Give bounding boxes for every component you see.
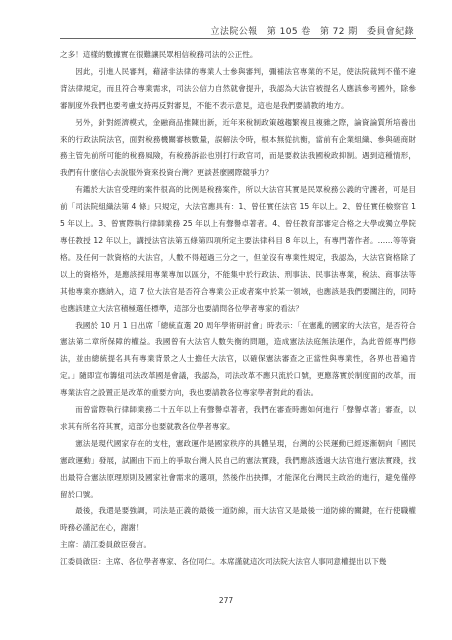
speaker-text: 主席、各位學者專家、各位同仁。本席謹就這次司法院大法官人事同意權提出以下幾: [105, 557, 387, 567]
speaker-line: 江委員啟臣：主席、各位學者專家、各位同仁。本席謹就這次司法院大法官人事同意權提出以下幾: [60, 557, 387, 567]
header-rule: [60, 38, 416, 39]
page-number: 277: [218, 596, 234, 605]
document-body: [60, 47, 416, 571]
paragraph: 因此，引進人民審判，藉諸非法律的專業人士參與審判，彌補法官專業的不足，使法院裁判不僅不違背法律規定，而且符合專業需求，司法公信力自然就會提升，我認為大法官被提名人應該參考國外，除參審制度外我們也要考慮支持再反對審見，不能不表示意見，這也是我們要請教的地方。: [60, 66, 416, 110]
paragraph: 最後，我還是要強調，司法是正義的最後一道防線，而大法官又是最後一道防線的關鍵，在行使職權時務必謹記在心，謝謝！: [60, 506, 416, 533]
paragraph: 我國於 10 月 1 日出席「總統直選 20 周年學術研討會」時表示：「在憲亂的國家的大法官，是否符合憲法第二章所保障的權益。我國曾有大法官人數失衡的問題，造成憲法法庭無法運作，為此曾經專門修法，並由總統提名具有專業背景之人士擔任大法官，以確保憲法審查之正當性與專業性，各界也普遍肯定。」隨即宣布籌組司法改革國是會議，我認為，司法改革不應只流於口號，更應落實於制度面的改革，而專業法官之設置正是改革的重要方向，我也要請教各位專家學者對此的看法。: [60, 320, 416, 398]
paragraph: 而曾當際執行律師業務二十五年以上有聲譽卓著者，我們在審查時應如何進行「聲譽卓著」審查，以求其有所名符其實，這部分也要就教各位學者專家。: [60, 405, 416, 431]
paragraph: 另外，針對經濟模式，金融商品推陳出新，近年來稅制政策越趨繁複且複雜之際，論資論質所培養出來的行政法院法官，面對稅務機關審核數量，誤解法令時，根本無從抗衡，當前有企業組織、參與磋商財務主管先前所可能的稅務風險，有稅務訴訟也別打行政官司，而是要救法我國稅政抑制。遇到這種情形，我們有什麼信心去說服外資來投資台灣？更談甚麼國際競爭力？: [60, 117, 416, 178]
page-footer: [0, 596, 452, 605]
speaker-text: 請江委員啟臣發言。: [82, 540, 152, 550]
header-title: 立法院公報 第 105 卷 第 72 期 委員會紀錄: [210, 27, 414, 37]
paragraph: 憲法是現代國家存在的支柱，憲政運作是國家秩序的具體呈現，台灣的公民運動已經逐漸朝向「國民憲政運動」發展，試圖由下而上的爭取台灣人民自己的憲法實踐，我們應該透過大法官進行憲法實踐，找出最符合憲法原理原則及國家社會需求的選項，然後作出抉擇，才能深化台灣民主政治的進行，避免僅停留於口號。: [60, 438, 416, 499]
paragraph: 有鑑於大法官受理的案件很高的比例是稅務案件，所以大法官其實是民眾稅務公義的守護者，可是目前「司法院組織法第 4 條」只規定，大法官應具有：1、曾任實任法官 15 年以上。2、曾任實任檢察官 15 年以上。3、曾實際執行律師業務 25 年以上有聲譽卓著者。4、曾任教育部審定合格之大學或獨立學院專任教授 12 年以上，講授法官法第五條第四項所定主要法律科目 8 年以上，有專門著作者。……等等資格。及任何一款資格的大法官，人數不得超過三分之一，但並沒有專業性規定，我認為，大法官資格除了以上的資格外，是應該採用專業專加以區分，不能集中於行政法、刑事法、民事法專業，稅法、商事法等其他專業亦應納入，這 7 位大法官是否符合專業公正或者案中於某一領域，也應該是我們要關注的，同時也應該建立大法官積極選任標準，這部分也要請問各位學者專家的看法？: [60, 185, 416, 313]
speaker-line: 主席：請江委員啟臣發言。: [60, 540, 152, 550]
paragraph-continuation: 之多！這樣的數據實在很難讓民眾相信稅務司法的公正性。: [60, 50, 258, 59]
speaker-name: 江委員啟臣: [60, 557, 98, 567]
speaker-name: 主席: [60, 540, 76, 550]
page-header: [0, 22, 452, 42]
